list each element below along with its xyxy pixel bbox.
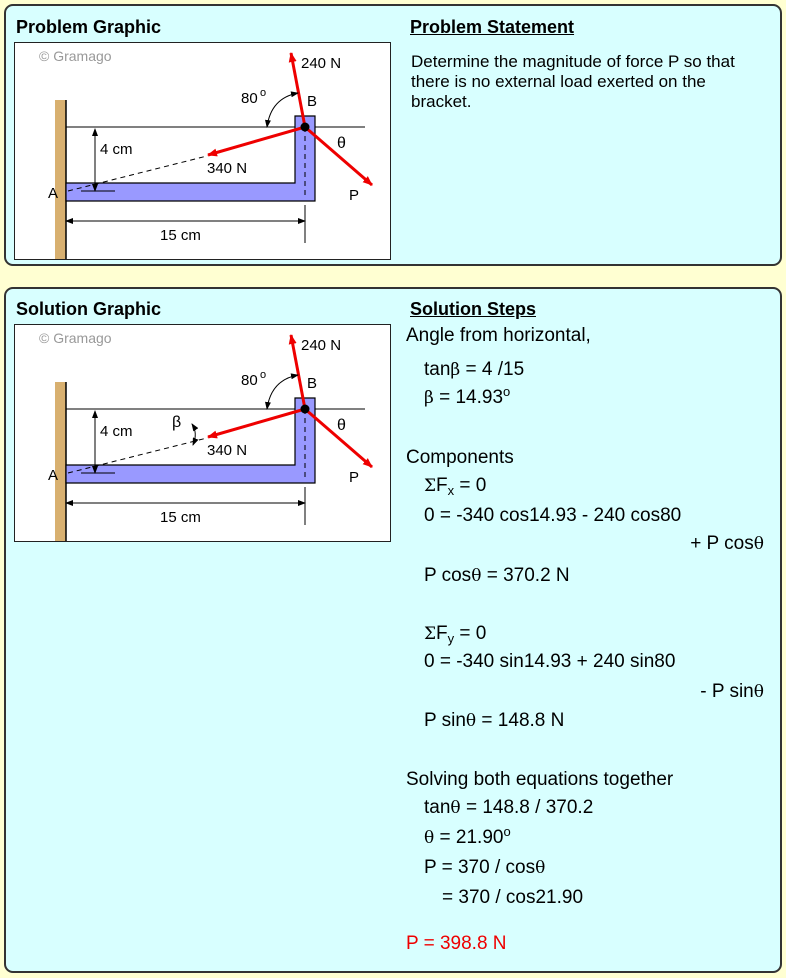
- angle-80-label: 80: [241, 90, 258, 107]
- step-text: = 370 / cos21.90: [442, 887, 584, 908]
- math-symbol: Σ: [424, 476, 437, 496]
- final-answer: [406, 933, 507, 955]
- solution-step: [690, 533, 764, 555]
- force-340-arrow: [208, 409, 305, 437]
- bracket: [66, 116, 315, 201]
- bracket-diagram-with-beta: [15, 325, 391, 542]
- problem-graphic-heading: Problem Graphic: [16, 17, 162, 37]
- angle-80-degree: o: [260, 87, 267, 99]
- solution-figure: [14, 324, 391, 542]
- step-text: Angle from horizontal,: [406, 325, 591, 346]
- math-symbol: θ: [465, 711, 477, 731]
- watermark: © Gramago: [39, 330, 112, 346]
- math-symbol: θ: [753, 534, 764, 554]
- superscript: o: [503, 384, 511, 399]
- force-p-label: P: [349, 187, 360, 204]
- point-b-dot: [301, 405, 310, 414]
- bracket-diagram: [15, 43, 391, 260]
- step-text: Solving both equations together: [406, 769, 674, 790]
- solution-steps-heading: Solution Steps: [410, 299, 536, 319]
- solution-step: [424, 505, 681, 527]
- math-symbol: θ: [753, 682, 764, 702]
- dim-height-label: 4 cm: [100, 141, 133, 158]
- step-text: = 148.8 N: [476, 710, 565, 731]
- point-a-label: A: [48, 467, 59, 484]
- point-b-label: B: [307, 375, 318, 392]
- solution-step: [424, 651, 675, 673]
- math-symbol: θ: [450, 798, 461, 818]
- problem-statement-heading: Problem Statement: [410, 17, 575, 37]
- solution-step: [424, 475, 486, 497]
- solution-step: [424, 824, 511, 849]
- step-text: P = 398.8 N: [406, 933, 507, 954]
- dim-length-label: 15 cm: [160, 509, 201, 526]
- step-text: = 0: [454, 475, 487, 496]
- dim-length-label: 15 cm: [160, 227, 201, 244]
- superscript: o: [503, 824, 511, 839]
- solution-step: [424, 857, 545, 879]
- math-symbol: θ: [471, 566, 482, 586]
- wall: [55, 100, 66, 260]
- step-text: = 14.93: [433, 387, 504, 408]
- solution-step: [424, 797, 593, 819]
- step-text: + P cos: [690, 533, 754, 554]
- wall: [55, 382, 66, 542]
- force-340-label: 340 N: [207, 442, 248, 459]
- math-symbol: θ: [424, 828, 435, 848]
- problem-panel: [4, 4, 782, 266]
- solution-step: [442, 887, 583, 909]
- angle-80-degree: o: [260, 369, 267, 381]
- theta-label: θ: [337, 135, 346, 152]
- subscript: y: [447, 631, 455, 646]
- bracket: [66, 398, 315, 483]
- force-340-label: 340 N: [207, 160, 248, 177]
- force-340-arrow: [208, 127, 305, 155]
- step-text: = 21.90: [434, 827, 504, 848]
- problem-statement-text: Determine the magnitude of force P so that there is no external load exerted on the bracket.: [411, 52, 735, 111]
- problem-figure: [14, 42, 391, 260]
- solution-step: [424, 384, 511, 409]
- step-text: P = 370 / cos: [424, 857, 536, 878]
- step-text: 0 = -340 sin14.93 + 240 sin80: [424, 651, 676, 672]
- step-text: P cos: [424, 565, 472, 586]
- solution-step: [424, 710, 564, 732]
- step-text: 0 = -340 cos14.93 - 240 cos80: [424, 505, 682, 526]
- force-240-label: 240 N: [301, 337, 342, 354]
- step-text: = 0: [454, 623, 487, 644]
- angle-80-label: 80: [241, 372, 258, 389]
- step-text: F: [436, 475, 448, 496]
- solution-step: [406, 325, 591, 347]
- step-text: tan: [424, 797, 451, 818]
- solution-step: [424, 623, 486, 645]
- math-symbol: β: [450, 360, 461, 380]
- force-240-label: 240 N: [301, 55, 342, 72]
- step-text: F: [436, 623, 448, 644]
- step-text: = 148.8 / 370.2: [460, 797, 594, 818]
- solution-step: [406, 447, 514, 469]
- step-text: Components: [406, 447, 514, 468]
- angle-80-arc: [267, 375, 298, 409]
- math-symbol: Σ: [424, 624, 437, 644]
- solution-graphic-heading: Solution Graphic: [16, 299, 162, 319]
- point-b-label: B: [307, 93, 318, 110]
- force-p-label: P: [349, 469, 360, 486]
- step-text: - P sin: [700, 681, 754, 702]
- dim-height-label: 4 cm: [100, 423, 133, 440]
- subscript: x: [447, 483, 455, 498]
- theta-label: θ: [337, 417, 346, 434]
- solution-step: [406, 769, 673, 791]
- step-text: = 370.2 N: [481, 565, 570, 586]
- angle-80-arc: [267, 93, 298, 127]
- step-text: tan: [424, 359, 451, 380]
- step-text: = 4 /15: [460, 359, 525, 380]
- point-b-dot: [301, 123, 310, 132]
- solution-panel: [4, 287, 782, 973]
- point-a-label: A: [48, 185, 59, 202]
- step-text: P sin: [424, 710, 466, 731]
- solution-step: [424, 359, 524, 381]
- solution-step: [700, 681, 764, 703]
- math-symbol: θ: [535, 858, 546, 878]
- math-symbol: β: [424, 388, 434, 408]
- solution-step: [424, 565, 570, 587]
- beta-label: β: [172, 414, 182, 431]
- watermark: © Gramago: [39, 48, 112, 64]
